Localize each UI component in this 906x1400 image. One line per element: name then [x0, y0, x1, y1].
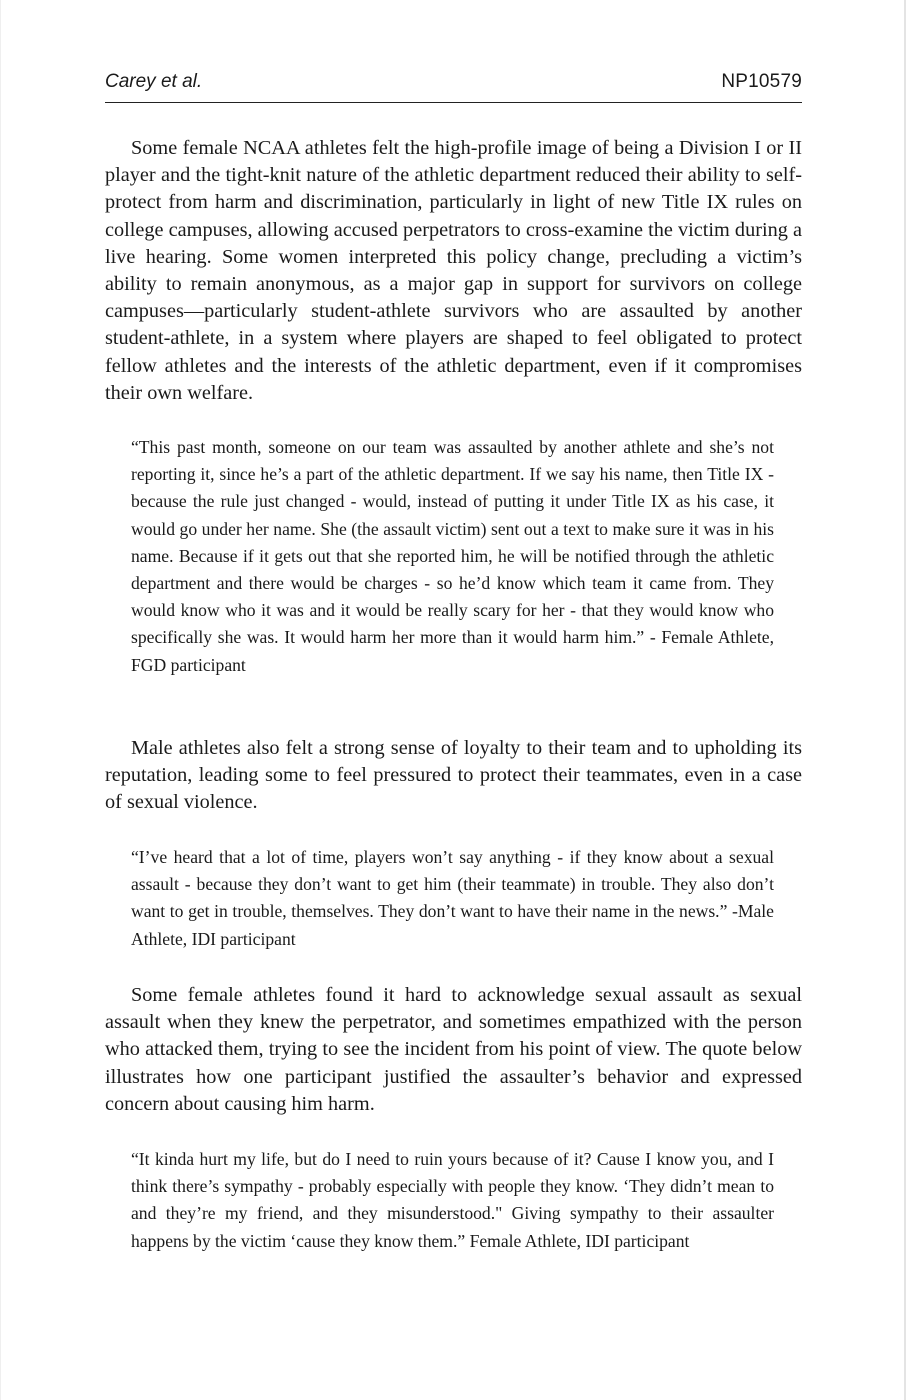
- body-paragraph: Male athletes also felt a strong sense of loyalty to their team and to upholding its reputation, leading some to feel pressured to protect their teammates, even in a case of sexual violence.: [105, 737, 802, 814]
- body-paragraph: Some female NCAA athletes felt the high-profile image of being a Division I or II player and the tight-knit nature of the athletic department reduced their ability to self-protect from harm and discrimination, particularly in light of new Title IX rules on college campuses, allowing accused perpetrators to cross-examine the victim during a live hearing. Some women interpreted this policy change, precluding a victim’s ability to remain anonymous, as a major gap in support for survivors on college campuses—particularly student-athlete survivors who are assaulted by another student-athlete, in a system where players are shaped to feel obligated to protect fellow athletes and the interests of the athletic department, even if it compromises their own welfare.: [105, 137, 802, 404]
- running-header-author: Carey et al.: [105, 71, 203, 92]
- running-header: [105, 70, 802, 103]
- block-quote: “It kinda hurt my life, but do I need to ruin yours because of it? Cause I know you, and I think there’s sympathy - probably especially with people they know. ‘They didn’t mean to and they’re my friend, and they misunderstood." Giving sympathy to their assaulter happens by the victim ‘cause they know them.” Female Athlete, IDI participant: [131, 1149, 774, 1251]
- block-quote: “I’ve heard that a lot of time, players won’t say anything - if they know about a sexual assault - because they don’t want to get him (their teammate) in trouble. They also don’t want to get in trouble, themselves. They don’t want to have their name in the news.” -Male Athlete, IDI participant: [131, 847, 774, 949]
- body-paragraph: Some female athletes found it hard to acknowledge sexual assault as sexual assault when they knew the perpetrator, and sometimes empathized with the person who attacked them, trying to see the incident from his point of view. The quote below illustrates how one participant justified the assaulter’s behavior and expressed concern about causing him harm.: [105, 984, 802, 1115]
- page-edge: [0, 0, 1, 1400]
- block-quote: “This past month, someone on our team was assaulted by another athlete and she’s not reporting it, since he’s a part of the athletic department. If we say his name, then Title IX - because the rule just changed - would, instead of putting it under Title IX as his case, it would go under her name. She (the assault victim) sent out a text to make sure it was in his name. Because if it gets out that she reported him, he will be notified through the athletic department and there would be charges - so he’d know which team it came from. They would know who it was and it would be really scary for her - that they would know who specifically she was. It would harm her more than it would harm him.” - Female Athlete, FGD participant: [131, 437, 774, 675]
- running-header-code: NP10579: [721, 71, 802, 92]
